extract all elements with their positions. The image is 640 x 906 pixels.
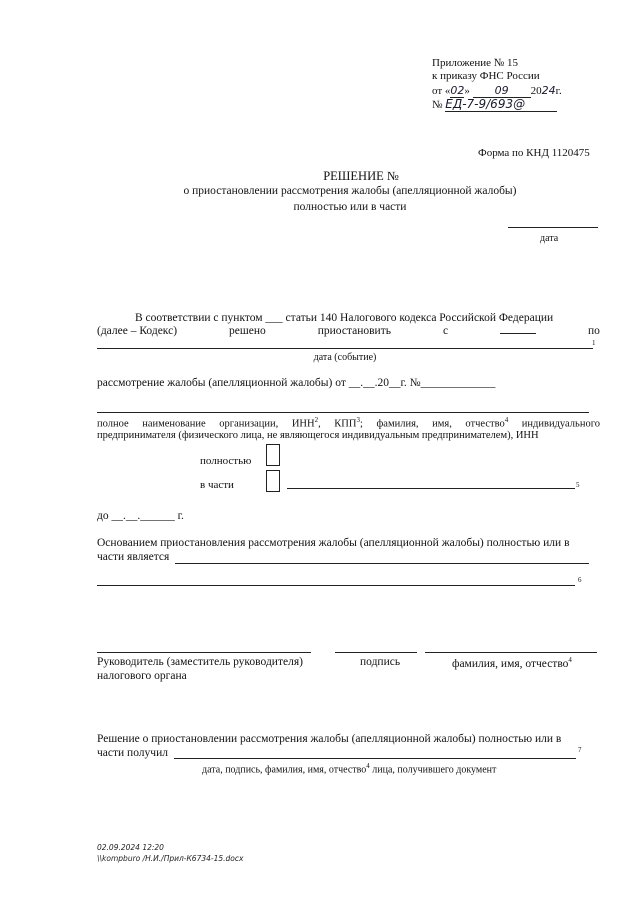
sig-sign-caption: подпись <box>360 656 401 668</box>
taxpayer-fn2: 2 <box>314 416 319 424</box>
para1-line1: В соответствии с пунктом ___ статьи 140 Налогового кодекса Российской Федерации <box>135 312 554 324</box>
para1-w2: решено <box>229 325 266 337</box>
option-partial-line[interactable] <box>287 488 575 489</box>
sig-fio-text: фамилия, имя, отчество <box>452 657 569 670</box>
para1-w4: с <box>442 325 449 337</box>
option-partial-label: в части <box>200 479 234 491</box>
appendix-line1: Приложение № 15 <box>432 57 519 69</box>
appendix-date-day: 02 <box>450 84 465 97</box>
grounds-line1: Основанием приостановления рассмотрения жалобы (апелляционной жалобы) полностью или в <box>97 537 570 549</box>
sig-sign-line[interactable] <box>335 652 417 653</box>
received-line1: Решение о приостановлении рассмотрения жалобы (апелляционной жалобы) полностью или в <box>97 733 562 745</box>
taxpayer-caption1-part3: ; фамилия, имя, отчество <box>359 418 505 430</box>
appendix-date-suffix: г. <box>555 85 562 97</box>
taxpayer-caption1-part1: полное наименование организации, ИНН <box>97 418 315 430</box>
event-date-line[interactable] <box>97 348 593 349</box>
appendix-date-year-prefix: 20 <box>530 85 542 97</box>
taxpayer-fn4: 4 <box>504 416 509 424</box>
taxpayer-caption2: предпринимателя (физического лица, не являющегося индивидуальным предпринимателем), ИНН <box>97 430 539 441</box>
until-line: до __.__.______ г. <box>97 510 184 522</box>
received-line2: части получил <box>97 747 168 759</box>
sig-role-line2: налогового органа <box>97 670 187 682</box>
received-fn7: 7 <box>578 746 582 754</box>
taxpayer-caption1-part4: индивидуального <box>508 418 600 430</box>
received-fn4: 4 <box>366 762 370 770</box>
grounds-fn6: 6 <box>578 576 582 584</box>
event-date-caption: дата (событие) <box>313 352 377 363</box>
appendix-date-month: 09 <box>473 84 531 98</box>
sig-fio-line[interactable] <box>425 652 597 653</box>
received-line[interactable] <box>174 758 576 759</box>
appendix-number <box>432 97 557 112</box>
option-partial-checkbox[interactable] <box>266 470 280 492</box>
sig-role-line1: Руководитель (заместитель руководителя) <box>97 656 303 668</box>
option-full-label: полностью <box>200 455 252 467</box>
option-fn5: 5 <box>576 481 580 489</box>
title-main: РЕШЕНИЕ № <box>323 169 399 183</box>
taxpayer-caption1-part2: , КПП <box>318 418 357 430</box>
sig-fn4: 4 <box>568 656 572 664</box>
appendix-date-prefix: от « <box>432 85 451 97</box>
sig-role-line[interactable] <box>97 652 311 653</box>
para1-w1: (далее – Кодекс) <box>97 325 178 337</box>
form-code: Форма по КНД 1120475 <box>478 147 590 159</box>
appendix-date <box>432 84 562 98</box>
received-caption <box>202 762 496 775</box>
grounds-line2: части является <box>97 551 170 563</box>
option-full-checkbox[interactable] <box>266 444 280 466</box>
grounds-line-b[interactable] <box>97 585 575 586</box>
title-line3: полностью или в части <box>293 201 407 213</box>
para1-w5: по <box>588 325 600 337</box>
para1-w3: приостановить <box>317 325 391 337</box>
para1-line2 <box>97 325 600 337</box>
appendix-num-value: ЕД-7-9/693@ <box>445 97 557 112</box>
date-caption: дата <box>540 233 559 244</box>
footer-line2: \\kompburo /Н.И./Прил-К6734-15.docx <box>97 854 244 863</box>
appendix-line2: к приказу ФНС России <box>432 70 540 82</box>
appendix-date-mid: » <box>464 85 473 97</box>
received-caption-part2: лица, получившего документ <box>369 764 497 776</box>
grounds-line-a[interactable] <box>175 563 589 564</box>
appendix-num-prefix: № <box>432 99 443 111</box>
received-caption-part1: дата, подпись, фамилия, имя, отчество <box>202 764 367 776</box>
taxpayer-line[interactable] <box>97 412 589 413</box>
sig-fio-caption <box>452 656 572 670</box>
para1-blank[interactable] <box>500 333 536 334</box>
footer-line1: 02.09.2024 12:20 <box>97 843 164 852</box>
para1-footnote: 1 <box>592 339 596 347</box>
title-line2: о приостановлении рассмотрения жалобы (апелляционной жалобы) <box>183 185 517 197</box>
date-field-line[interactable] <box>508 227 598 228</box>
taxpayer-fn3: 3 <box>356 416 360 424</box>
appendix-date-year: 24 <box>541 84 556 97</box>
complaint-line: рассмотрение жалобы (апелляционной жалобы) от __.__.20__г. №_____________ <box>97 377 496 389</box>
taxpayer-caption1 <box>97 416 600 430</box>
